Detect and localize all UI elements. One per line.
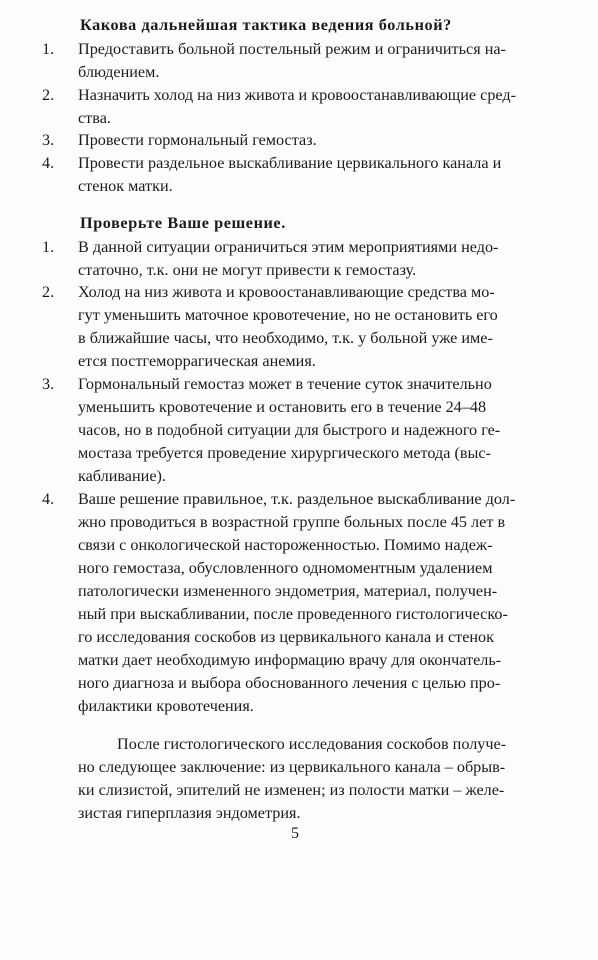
answer-number: 2. <box>42 283 55 301</box>
answer-number: 4. <box>42 490 55 508</box>
answer-text-line: ется постгеморрагическая анемия. <box>78 352 316 370</box>
option-number: 4. <box>42 154 55 172</box>
answer-text-line: Холод на низ живота и кровоостанавливающие средства мо- <box>78 283 495 301</box>
answer-text-line: патологически измененного эндометрия, материал, получен- <box>78 582 498 600</box>
conclusion-line: зистая гиперплазия эндометрия. <box>78 804 301 822</box>
option-text-line: стенок матки. <box>78 177 173 195</box>
answers-heading: Проверьте Ваше решение. <box>80 214 286 232</box>
answer-text-line: гут уменьшить маточное кровотечение, но не остановить его <box>78 306 498 324</box>
answer-text-line: ного диагноза и выбора обоснованного лечения с целью про- <box>78 674 501 692</box>
option-text-line: ства. <box>78 109 111 127</box>
answer-text-line: филактики кровотечения. <box>78 697 254 715</box>
answer-text-line: матки дает необходимую информацию врачу для окончатель- <box>78 651 502 669</box>
answer-number: 1. <box>42 238 55 256</box>
answer-text-line: жно проводиться в возрастной группе больных после 45 лет в <box>78 513 506 531</box>
answer-text-line: кабливание). <box>78 467 166 485</box>
option-number: 1. <box>42 40 55 58</box>
option-text-line: Провести гормональный гемостаз. <box>78 131 317 149</box>
option-text-line: Назначить холод на низ живота и кровоостанавливающие сред- <box>78 86 517 104</box>
answer-text-line: го исследования соскобов из цервикального канала и стенок <box>78 628 495 646</box>
answer-text-line: часов, но в подобной ситуации для быстрого и надежного ге- <box>78 421 501 439</box>
answer-text-line: мостаза требуется проведение хирургического метода (выс- <box>78 444 491 462</box>
question-heading: Какова дальнейшая тактика ведения больной? <box>80 16 452 34</box>
answer-text-line: ного гемостаза, обусловленного одномоментным удалением <box>78 559 493 577</box>
answer-text-line: статочно, т.к. они не могут привести к гемостазу. <box>78 261 417 279</box>
page-number: 5 <box>291 825 299 842</box>
conclusion-line: но следующее заключение: из цервикального канала – обрыв- <box>78 758 506 776</box>
option-text-line: Провести раздельное выскабливание цервикального канала и <box>78 154 502 172</box>
conclusion-line: ки слизистой, эпителий не изменен; из полости матки – желе- <box>78 781 505 799</box>
option-text-line: блюдением. <box>78 63 160 81</box>
answer-text-line: ный при выскабливании, после проведенного гистологическо- <box>78 605 508 623</box>
conclusion-line: После гистологического исследования соскобов получе- <box>117 735 507 753</box>
answer-text-line: Ваше решение правильное, т.к. раздельное выскабливание дол- <box>78 490 516 508</box>
option-number: 3. <box>42 131 55 149</box>
answer-text-line: В данной ситуации ограничиться этим мероприятиями недо- <box>78 238 499 256</box>
answer-text-line: Гормональный гемостаз может в течение суток значительно <box>78 375 492 393</box>
answer-number: 3. <box>42 375 55 393</box>
option-text-line: Предоставить больной постельный режим и ограничиться на- <box>78 40 506 58</box>
answer-text-line: в ближайшие часы, что необходимо, т.к. у больной уже име- <box>78 329 493 347</box>
answer-text-line: уменьшить кровотечение и остановить его в течение 24–48 <box>78 398 487 416</box>
option-number: 2. <box>42 86 55 104</box>
answer-text-line: связи с онкологической настороженностью. Помимо надеж- <box>78 536 493 554</box>
